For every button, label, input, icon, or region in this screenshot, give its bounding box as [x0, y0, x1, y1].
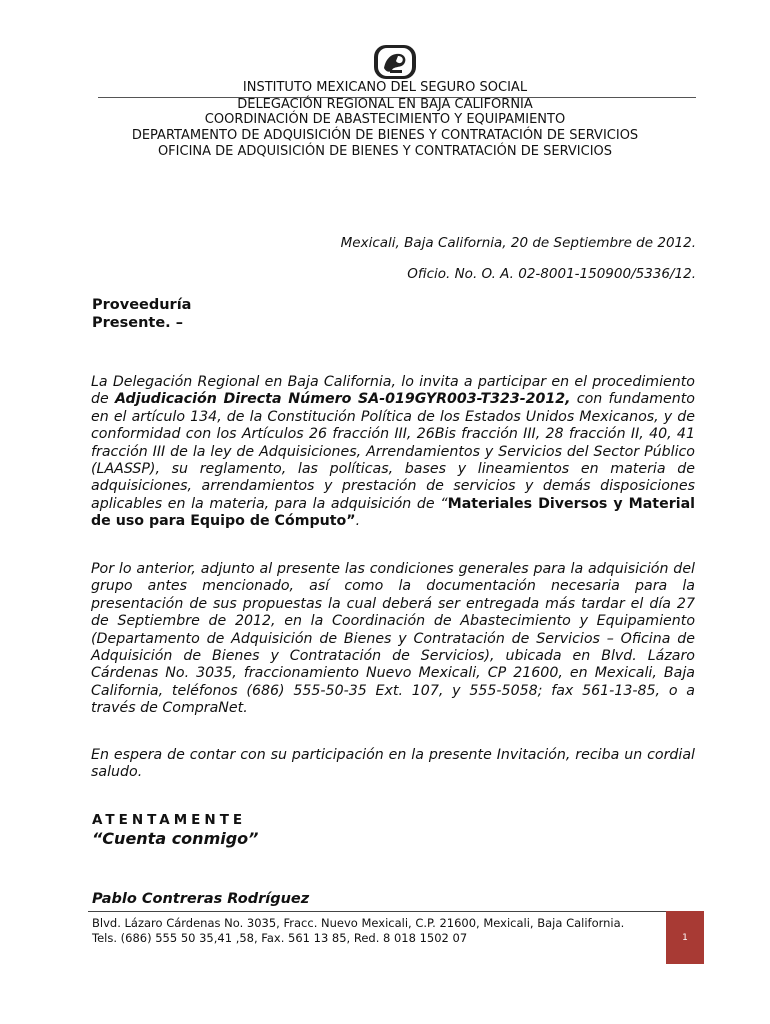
para1-text-c: con fundamento en el artículo 134, de la Constitución Política de los Estados Unidos Mexicanos, y de conformidad con los Artículos 26 fracción III, 26Bis fracción III, 28 fracción II, 40, 41 fracción III de la ley de Adquisiciones, Arrendamientos y Servicios del Sector Público (LAASSP), su reglamento, las políticas, bases y lineamientos en materia de adquisiciones, arrendamientos y prestación de servicios y demás disposiciones aplicables en la materia, para la adquisición de “ [91, 391, 695, 512]
imss-logo [372, 44, 418, 80]
addressee-line2: Presente. – [92, 315, 183, 331]
footer-divider [88, 911, 666, 912]
header-institution: INSTITUTO MEXICANO DEL SEGURO SOCIAL [242, 80, 528, 95]
signer-name: Pablo Contreras Rodríguez [92, 891, 310, 907]
header-office: OFICINA DE ADQUISICIÓN DE BIENES Y CONTRATACIÓN DE SERVICIOS [157, 144, 613, 159]
footer-phones: Tels. (686) 555 50 35,41 ,58, Fax. 561 13 85, Red. 8 018 1502 07 [92, 931, 468, 945]
para1-materials: Materiales Diversos y Material de uso para Equipo de Cómputo” [91, 495, 696, 530]
footer [92, 916, 652, 946]
paragraph-invitation [91, 374, 695, 531]
para3-text: En espera de contar con su participación en la presente Invitación, reciba un cordial saludo. [91, 747, 695, 781]
paragraph-closing [91, 747, 695, 782]
header-coordination: COORDINACIÓN DE ABASTECIMIENTO Y EQUIPAMIENTO [204, 112, 566, 127]
header-delegation: DELEGACIÓN REGIONAL EN BAJA CALIFORNIA [237, 97, 533, 112]
page-number-box [666, 911, 704, 964]
paragraph-conditions [91, 561, 695, 718]
oficio-number: Oficio. No. O. A. 02-8001-150900/5336/12. [407, 266, 696, 282]
motto: “Cuenta conmigo” [92, 829, 259, 848]
para1-procedure-number: Adjudicación Directa Número SA-019GYR003-T323-2012, [115, 391, 571, 408]
para1-text-e: . [355, 513, 361, 530]
para1-text-a: La Delegación Regional en Baja California, lo invita a participar en el procedimiento de [91, 374, 695, 408]
header-department: DEPARTAMENTO DE ADQUISICIÓN DE BIENES Y CONTRATACIÓN DE SERVICIOS [131, 128, 639, 143]
place-date: Mexicali, Baja California, 20 de Septiembre de 2012. [340, 235, 696, 251]
page-number: 1 [682, 932, 688, 943]
para2-text: Por lo anterior, adjunto al presente las condiciones generales para la adquisición del grupo antes mencionado, así como la documentación necesaria para la presentación de sus propuestas la cual deberá ser entregada más tardar el día 27 de Septiembre de 2012, en la Coordinación de Abastecimiento y Equipamiento (Departamento de Adquisición de Bienes y Contratación de Servicios – Oficina de Adquisición de Bienes y Contratación de Servicios), ubicada en Blvd. Lázaro Cárdenas No. 3035, fraccionamiento Nuevo Mexicali, CP 21600, en Mexicali, Baja California, teléfonos (686) 555-50-35 Ext. 107, y 555-5058; fax 561-13-85, o a través de CompraNet. [91, 561, 695, 717]
addressee [92, 296, 191, 332]
footer-address: Blvd. Lázaro Cárdenas No. 3035, Fracc. Nuevo Mexicali, C.P. 21600, Mexicali, Baja California. [92, 916, 625, 930]
atentamente: ATENTAMENTE [92, 812, 247, 828]
addressee-line1: Proveeduría [92, 297, 192, 313]
